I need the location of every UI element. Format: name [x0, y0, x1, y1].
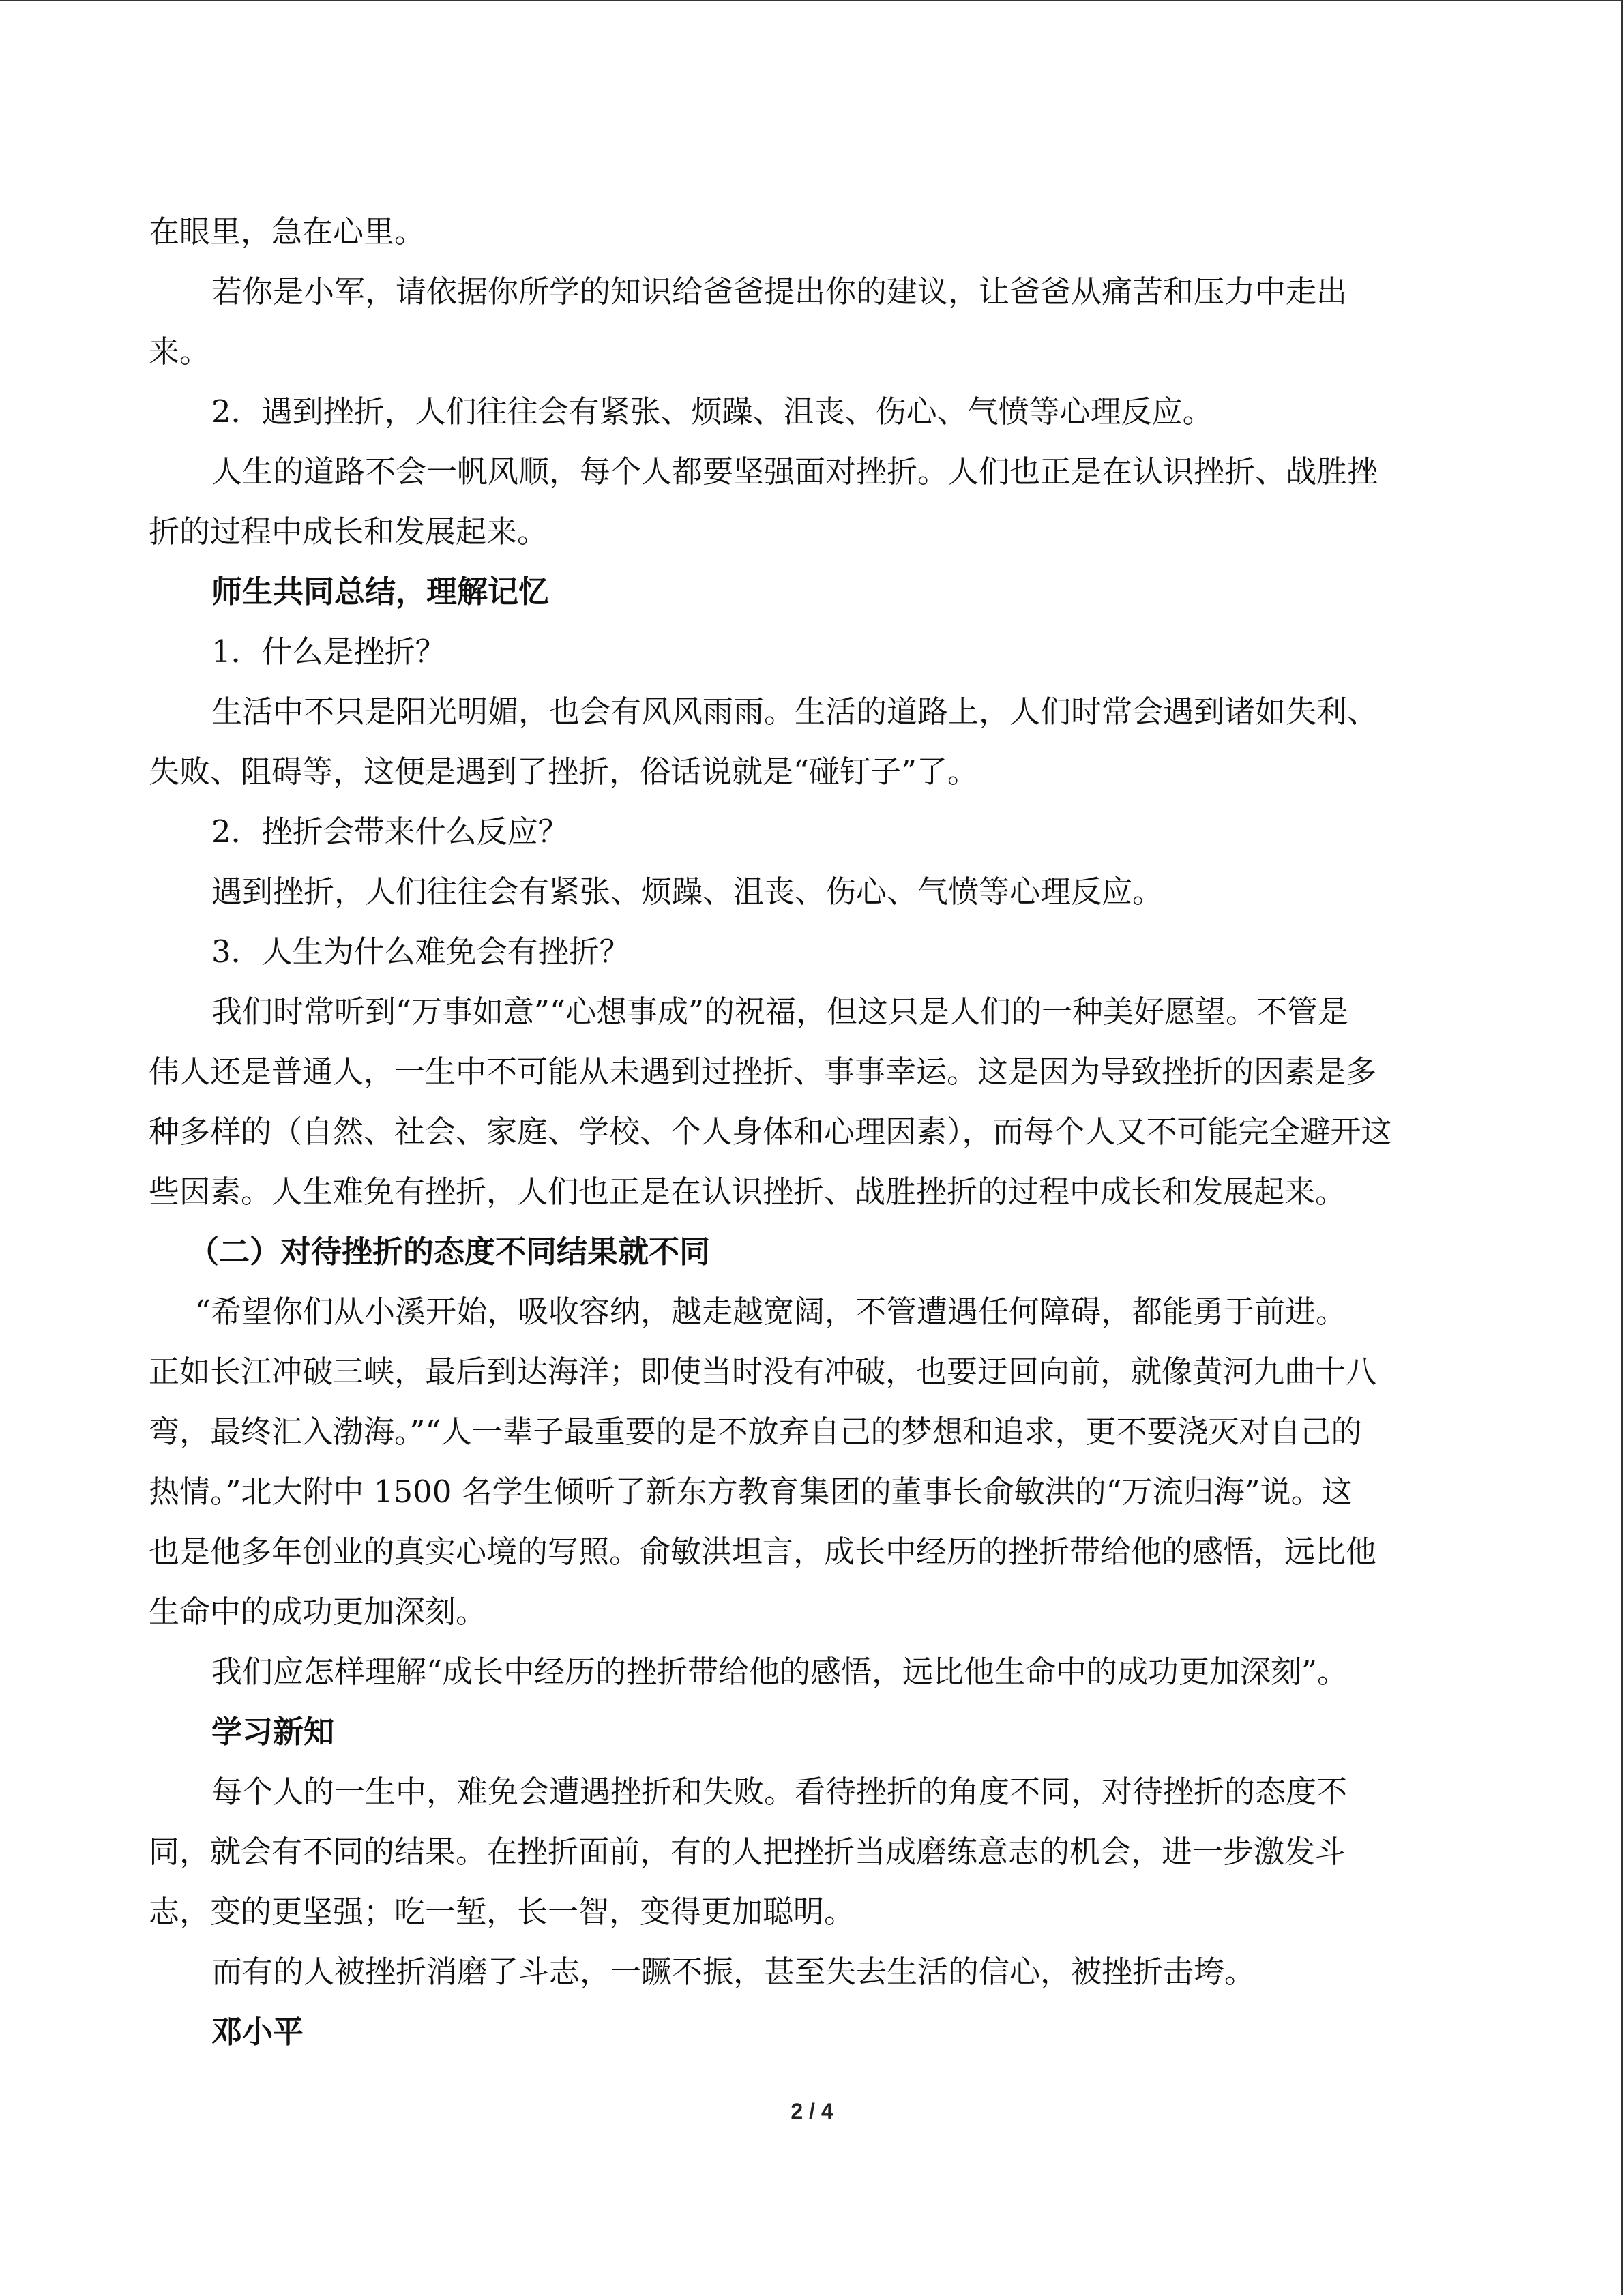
quote-line: “希望你们从小溪开始，吸收容纳，越走越宽阔，不管遭遇任何障碍，都能勇于前进。 — [195, 1294, 1347, 1330]
text-line: 而有的人被挫折消磨了斗志，一蹶不振，甚至失去生活的信心，被挫折击垮。 — [211, 1954, 1256, 1990]
text-line: 折的过程中成长和发展起来。 — [149, 513, 548, 550]
numbered-question: 1．什么是挫折？ — [211, 633, 446, 670]
numbered-question: 2．挫折会带来什么反应？ — [211, 814, 569, 850]
section-heading: 学习新知 — [211, 1714, 335, 1750]
text-line: 失败、阻碍等，这便是遇到了挫折，俗话说就是“碰钉子”了。 — [149, 754, 979, 790]
text-line: 我们时常听到“万事如意”“心想事成”的祝福，但这只是人们的一种美好愿望。不管是 — [211, 994, 1349, 1030]
numbered-question: 3．人生为什么难免会有挫折？ — [211, 934, 630, 970]
section-heading: 邓小平 — [211, 2014, 304, 2050]
text-line: 些因素。人生难免有挫折，人们也正是在认识挫折、战胜挫折的过程中成长和发展起来。 — [149, 1174, 1346, 1210]
text-line: 生活中不只是阳光明媚，也会有风风雨雨。生活的道路上，人们时常会遇到诸如失利、 — [211, 694, 1378, 730]
text-line: 生命中的成功更加深刻。 — [149, 1594, 487, 1630]
text-line: 种多样的（自然、社会、家庭、学校、个人身体和心理因素），而每个人又不可能完全避开这 — [149, 1114, 1392, 1150]
text-line: 每个人的一生中，难免会遭遇挫折和失败。看待挫折的角度不同，对待挫折的态度不 — [211, 1774, 1348, 1810]
text-line: 在眼里，急在心里。 — [149, 213, 426, 250]
document-body — [149, 202, 1475, 2062]
question-line: 我们应怎样理解“成长中经历的挫折带给他的感悟，远比他生命中的成功更加深刻”。 — [211, 1654, 1348, 1690]
section-heading: （二）对待挫折的态度不同结果就不同 — [188, 1234, 711, 1270]
text-line: 来。 — [149, 333, 211, 370]
text-line: 志，变的更坚强；吃一堑，长一智，变得更加聪明。 — [149, 1894, 855, 1930]
text-line: 热情。”北大附中 1500 名学生倾听了新东方教育集团的董事长俞敏洪的“万流归海”说。这 — [149, 1474, 1353, 1510]
section-heading: 师生共同总结，理解记忆 — [211, 573, 550, 610]
text-line: 同，就会有不同的结果。在挫折面前，有的人把挫折当成磨练意志的机会，进一步激发斗 — [149, 1834, 1346, 1870]
numbered-item: 2．遇到挫折，人们往往会有紧张、烦躁、沮丧、伤心、气愤等心理反应。 — [211, 393, 1213, 430]
text-line: 人生的道路不会一帆风顺，每个人都要坚强面对挫折。人们也正是在认识挫折、战胜挫 — [211, 453, 1378, 490]
text-line: 遇到挫折，人们往往会有紧张、烦躁、沮丧、伤心、气愤等心理反应。 — [211, 874, 1164, 910]
quote-line: 弯，最终汇入渤海。”“人一辈子最重要的是不放弃自己的梦想和追求，更不要浇灭对自己的 — [149, 1414, 1362, 1450]
page-number: 2 / 4 — [791, 2099, 833, 2123]
text-line: 也是他多年创业的真实心境的写照。俞敏洪坦言，成长中经历的挫折带给他的感悟，远比他 — [149, 1534, 1377, 1570]
quote-line: 正如长江冲破三峡，最后到达海洋；即使当时没有冲破，也要迂回向前，就像黄河九曲十八 — [149, 1354, 1377, 1390]
text-line: 若你是小军，请依据你所学的知识给爸爸提出你的建议，让爸爸从痛苦和压力中走出 — [211, 273, 1348, 310]
text-line: 伟人还是普通人，一生中不可能从未遇到过挫折、事事幸运。这是因为导致挫折的因素是多 — [149, 1054, 1377, 1090]
